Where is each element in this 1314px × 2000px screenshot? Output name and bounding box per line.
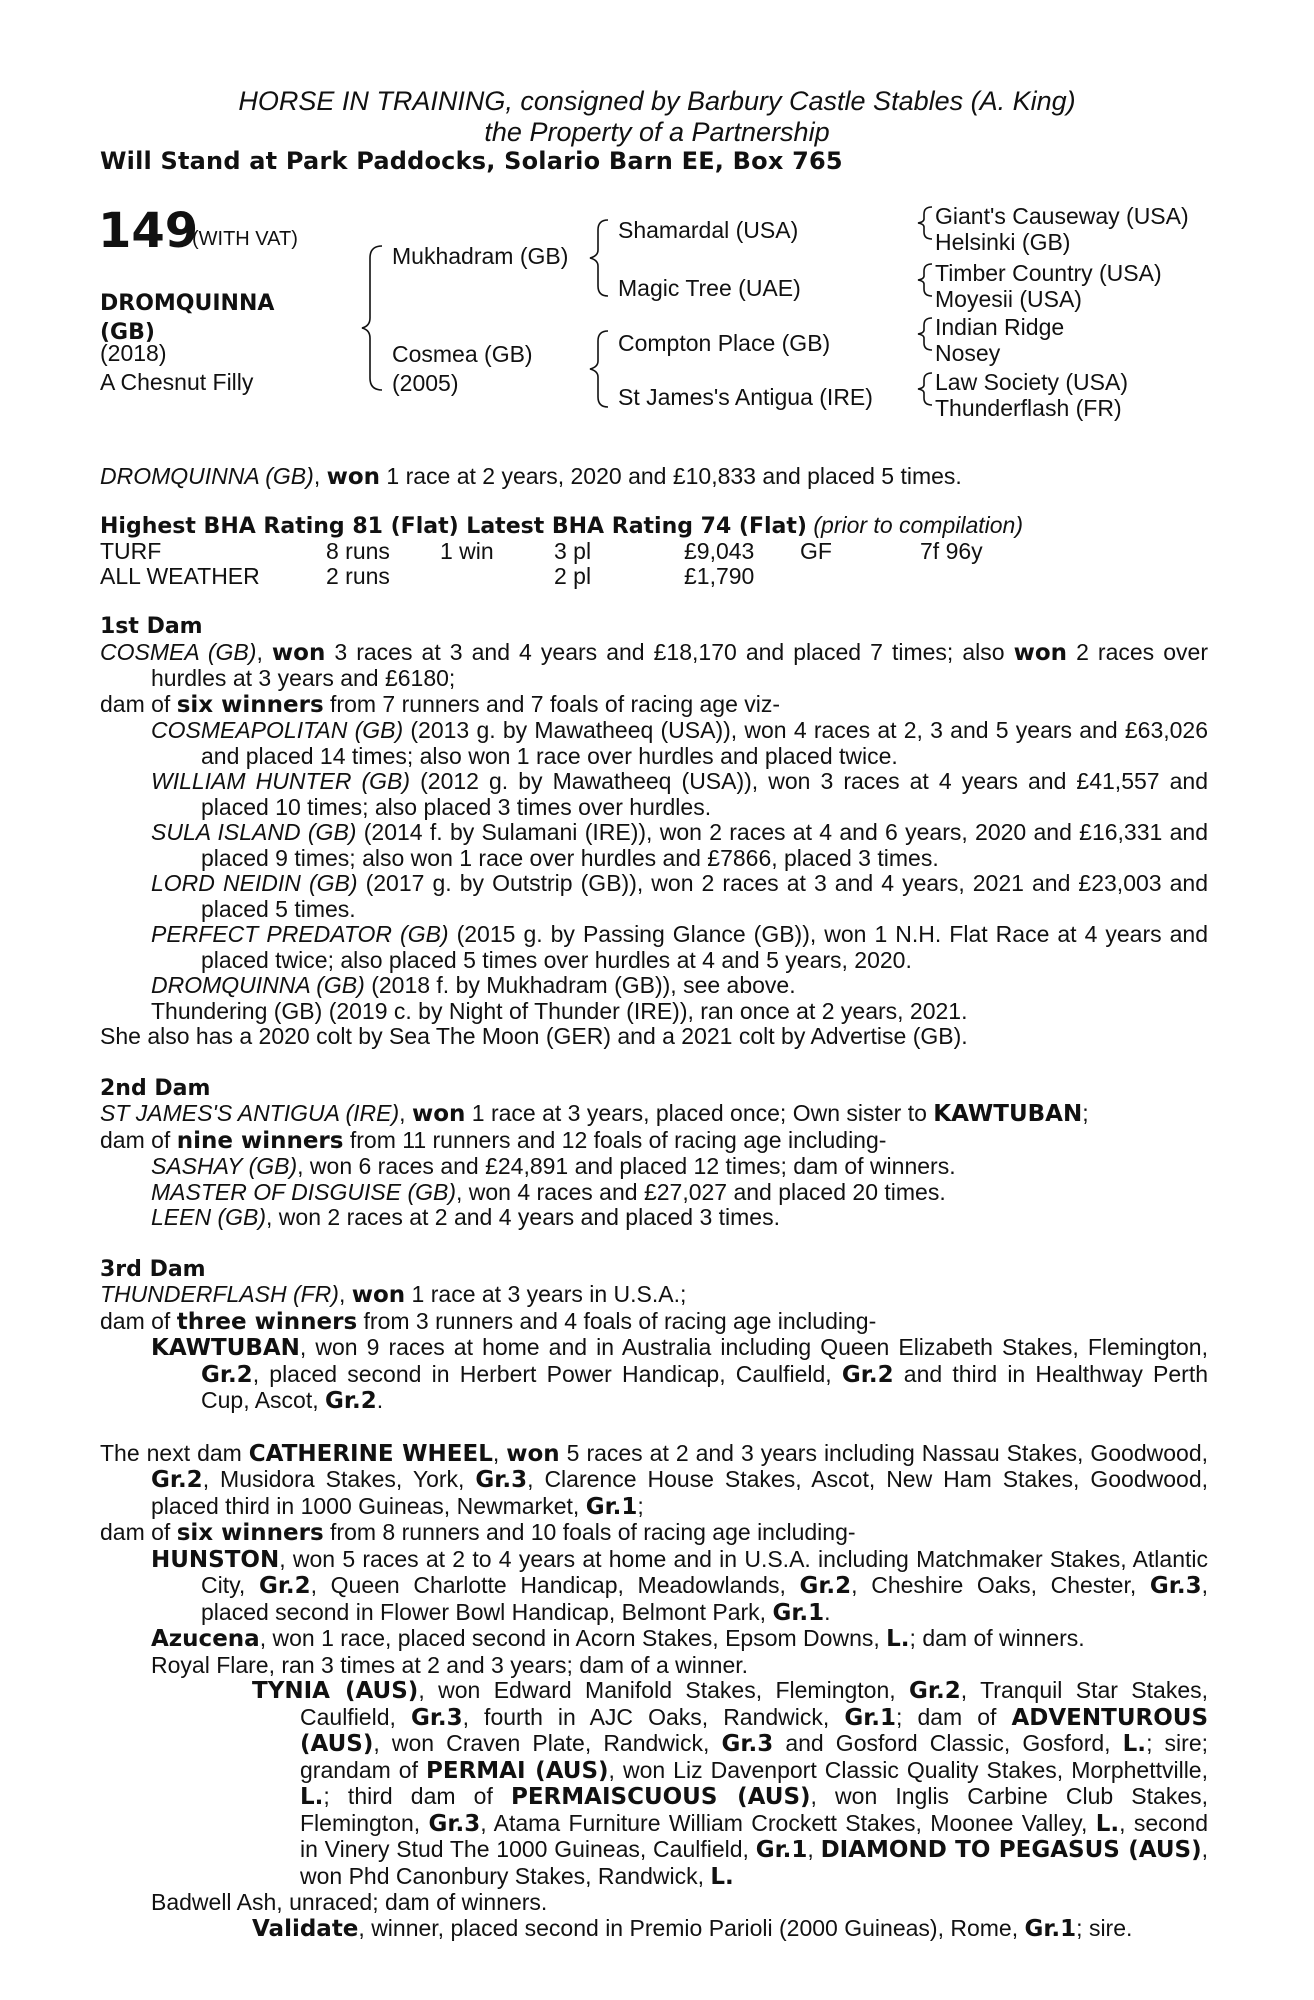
produce-text: ; dam of winners. [909,1625,1085,1651]
dam2-produce-intro [100,1128,1208,1155]
produce-name: TYNIA (AUS) [252,1678,419,1704]
pedigree-dam-sire: Compton Place (GB) [618,330,831,356]
produce-text: , [807,1836,821,1862]
produce-text: , won 9 races at home and in Australia including Queen Elizabeth Stakes, Flemington, [299,1334,1208,1360]
header-property: the Property of a Partnership [484,117,830,147]
produce-text: . [824,1598,831,1625]
grade: Gr.3 [1149,1573,1202,1599]
produce-name: PERMAISCUOUS (AUS) [510,1784,811,1810]
grade: Gr.2 [201,1361,253,1388]
header-consignor: HORSE IN TRAINING, consigned by Barbury Castle Stables (A. King) [238,86,1076,116]
produce-text: , won 1 race, placed second in Acorn Stakes, Epsom Downs, [259,1625,887,1651]
grade: Gr.3 [721,1731,774,1757]
produce-text: (2012 g. by Mawatheeq (USA)), won 3 races at 4 years and £41,557 and placed 10 times; also placed 3 times over hurdles. [201,768,1208,820]
dam2-dam-of: dam of [100,1126,177,1153]
produce-text: , won 2 races at 2 and 4 years and placed 3 times. [266,1204,780,1230]
produce-name: SULA ISLAND (GB) [151,819,357,845]
dam1-produce-2 [100,769,1208,820]
separator: , [492,1439,507,1466]
dam2-name: ST JAMES'S ANTIGUA (IRE) [100,1100,400,1126]
pedigree-dam-year: (2005) [392,370,459,396]
produce-name: Azucena [151,1626,260,1652]
grade: L. [886,1626,910,1652]
grade: Gr.2 [799,1573,852,1599]
grade: L. [710,1863,734,1890]
produce-text: , second in Vinery Stud The 1000 Guineas, Caulfield, [300,1809,1209,1862]
dam2-text: 1 race at 3 years, placed once; Own sister to [465,1100,934,1126]
race-summary: DROMQUINNA (GB), won 1 race at 2 years, 2020 and £10,833 and placed 5 times. [100,463,962,490]
dam1-text: 3 races at 3 and 4 years and £18,170 and placed 7 times; also [325,638,1014,665]
brace-dam [590,331,608,407]
grade: Gr.2 [841,1361,894,1388]
produce-text: , won Edward Manifold Stakes, Flemington, [418,1677,910,1703]
dam3-won: won [351,1282,406,1308]
pedigree-dam-dam: St James's Antigua (IRE) [618,384,873,410]
next-dam-dam-of: dam of [100,1519,177,1545]
brace-sire [590,220,608,296]
dam3-dam-of: dam of [100,1307,177,1334]
grade: Gr.3 [475,1467,528,1493]
next-dam-name: CATHERINE WHEEL [248,1440,493,1467]
next-dam-produce-royal-flare: Royal Flare, ran 3 times at 2 and 3 years; dam of a winner. [151,1651,749,1678]
record-wins: 1 win [440,538,494,564]
pedigree-g2: Helsinki (GB) [935,229,1071,255]
produce-text: ; third dam of [323,1783,511,1809]
pedigree-g7: Law Society (USA) [935,369,1129,395]
dam2-winners: nine winners [176,1127,344,1154]
produce-text: , won 6 races and £24,891 and placed 12 times; dam of winners. [297,1153,956,1179]
brace-g34 [918,264,932,296]
pedigree-g1: Giant's Causeway (USA) [935,203,1189,229]
dam1-produce-4 [100,871,1208,922]
dam2-record: ST JAMES'S ANTIGUA (IRE), won 1 race at 3 years, placed once; Own sister to KAWTUBAN; [100,1100,1089,1127]
dam1-name: COSMEA (GB) [100,638,257,665]
dam1-produce-5 [100,922,1208,973]
next-dam-text: 5 races at 2 and 3 years including Nassau Stakes, Goodwood, [559,1439,1208,1466]
produce-name: Validate [252,1915,359,1942]
dam3-winners: three winners [176,1308,358,1335]
horse-name-line1: DROMQUINNA [100,291,275,316]
pedigree-sire: Mukhadram (GB) [392,243,569,269]
produce-name: WILLIAM HUNTER (GB) [151,768,411,794]
produce-text: , won 5 races at 2 to 4 years at home and in U.S.A. including Matchmaker Stakes, Atlantic City, [201,1545,1208,1598]
next-dam-produce-intro [100,1520,1208,1547]
produce-text: , won Phd Canonbury Stakes, Randwick, [300,1836,1208,1889]
dam1-produce-1 [100,718,1208,769]
produce-text: (2018 f. by Mukhadram (GB)), see above. [364,972,796,998]
next-dam-runners: from 8 runners and 10 foals of racing age including- [323,1519,856,1545]
produce-name: ADVENTUROUS (AUS) [300,1704,1209,1757]
grade: Gr.2 [151,1467,203,1493]
dam1-winners: six winners [176,691,324,718]
record-surface: ALL WEATHER [100,563,260,589]
pedigree-g5: Indian Ridge [935,314,1065,340]
grade: Gr.1 [755,1837,808,1863]
record-runs: 8 runs [326,538,390,564]
next-dam-text: ; [637,1492,644,1519]
grade: Gr.1 [844,1704,897,1731]
produce-name: COSMEAPOLITAN (GB) [151,717,404,743]
record-runs: 2 runs [326,563,390,589]
dam1-record: COSMEA (GB), won 3 races at 3 and 4 years and £18,170 and placed 7 times; also won 2 races over hurdles at 3 years and £6180; [100,638,1208,691]
produce-name: HUNSTON [151,1546,280,1573]
next-dam-text: , Musidora Stakes, York, [202,1466,476,1492]
produce-text: and Gosford Classic, Gosford, [773,1730,1123,1756]
produce-text: , fourth in AJC Oaks, Randwick, [462,1703,845,1730]
produce-text: , Queen Charlotte Handicap, Meadowlands, [310,1572,800,1598]
dam2-produce-3 [100,1205,1208,1231]
grade: Gr.2 [258,1573,311,1599]
header-stand: Will Stand at Park Paddocks, Solario Barn EE, Box 765 [100,147,843,175]
dam3-record: THUNDERFLASH (FR), won 1 race at 3 years in U.S.A.; [100,1281,687,1308]
pedigree-sire-dam: Magic Tree (UAE) [618,275,801,301]
pedigree-g6: Nosey [935,340,1001,366]
produce-text: , won Inglis Carbine Club Stakes, Flemington, [300,1783,1208,1836]
produce-name: PERMAI (AUS) [426,1757,609,1784]
bha-ratings-note: (prior to compilation) [813,512,1024,538]
produce-text: , won 4 races and £27,027 and placed 20 times. [456,1178,946,1205]
dam3-text: 1 race at 3 years in U.S.A.; [405,1281,687,1307]
brace-g56 [918,318,932,350]
grade: L. [300,1784,324,1810]
grade: L. [1095,1810,1120,1837]
horse-description: A Chesnut Filly [100,369,254,395]
produce-text: , Tranquil Star Stakes, Caulfield, [300,1677,1209,1730]
produce-name: DIAMOND TO PEGASUS (AUS) [820,1837,1202,1863]
produce-text: , won Liz Davenport Classic Quality Stakes, Morphettville, [608,1756,1208,1783]
next-dam-won: won [506,1440,560,1467]
next-dam-produce-hunston [100,1547,1208,1627]
dam2-heading: 2nd Dam [100,1075,211,1101]
grade: Gr.3 [428,1810,481,1837]
record-surface: TURF [100,538,162,564]
pedigree-g4: Moyesii (USA) [935,286,1082,312]
record-placed: 3 pl [554,538,592,564]
dam1-produce-7: Thundering (GB) (2019 c. by Night of Thunder (IRE)), ran once at 2 years, 2021. [151,997,968,1024]
grade: Gr.2 [325,1388,377,1414]
produce-name: MASTER OF DISGUISE (GB) [151,1178,456,1205]
dam2-runners: from 11 runners and 12 foals of racing age including- [343,1126,887,1153]
brace-g78 [918,373,932,405]
dam1-produce-intro [100,692,1208,719]
produce-text: (2014 f. by Sulamani (IRE)), won 2 races at 4 and 6 years, 2020 and £16,331 and placed 9 times; also won 1 race over hurdles and £7866, placed 3 times. [201,819,1208,871]
next-dam-winners: six winners [176,1520,324,1546]
grade: L. [1122,1731,1147,1757]
pedigree-dam: Cosmea (GB) [392,341,533,367]
produce-name: LORD NEIDIN (GB) [151,870,358,896]
summary-won: won [326,464,381,490]
produce-name: KAWTUBAN [151,1335,300,1361]
pedigree-g3: Timber Country (USA) [935,260,1162,286]
dam1-won: won [271,639,326,666]
grade: Gr.3 [410,1704,463,1731]
record-placed: 2 pl [554,563,592,589]
record-prize: £1,790 [684,563,755,589]
produce-text: , placed second in Flower Bowl Handicap, Belmont Park, [201,1572,1208,1625]
record-distance: 7f 96y [920,538,983,564]
dam1-runners: from 7 runners and 7 foals of racing age viz- [323,690,781,717]
dam1-dam-of: dam of [100,690,177,717]
produce-text: , winner, placed second in Premio Parioli (2000 Guineas), Rome, [358,1914,1025,1941]
dam1-text-hurdles: 2 races over hurdles at 3 years and £6180; [151,638,1208,691]
produce-text: and third in Healthway Perth Cup, Ascot, [201,1360,1208,1413]
produce-name: PERFECT PREDATOR (GB) [151,921,449,947]
dam2-sister: KAWTUBAN [933,1101,1083,1127]
summary-name: DROMQUINNA (GB) [100,463,314,489]
produce-text: , Atama Furniture William Crockett Stakes, Moonee Valley, [480,1809,1096,1836]
record-prize: £9,043 [684,538,755,564]
grade: Gr.2 [909,1678,961,1704]
brace-g12 [918,207,932,239]
vat-note: (WITH VAT) [192,228,298,250]
summary-rest: 1 race at 2 years, 2020 and £10,833 and placed 5 times. [380,463,962,489]
produce-text: ; sire; grandam of [300,1730,1209,1783]
dam3-heading: 3rd Dam [100,1256,206,1282]
pedigree-g8: Thunderflash (FR) [935,395,1122,421]
grade: Gr.1 [585,1493,638,1520]
record-going: GF [800,538,832,564]
produce-text: (2015 g. by Passing Glance (GB)), won 1 N.H. Flat Race at 4 years and placed twice; also placed 5 times over hurdles at 4 and 5 years, 2020. [201,921,1208,973]
dam1-produce-3 [100,820,1208,871]
grade: Gr.1 [1024,1915,1077,1942]
produce-text: ; dam of [896,1703,1012,1730]
produce-name: SASHAY (GB) [151,1153,298,1179]
dam2-won: won [411,1101,466,1127]
brace-gen1 [362,246,382,390]
produce-name: LEEN (GB) [151,1204,267,1230]
next-dam-produce-azucena [100,1626,1208,1653]
produce-text: (2013 g. by Mawatheeq (USA)), won 4 races at 2, 3 and 5 years and £63,026 and placed 14 times; also won 1 race over hurdles and placed twice. [201,717,1208,769]
next-dam-intro: The next dam [100,1439,249,1466]
dam3-produce-1 [100,1335,1208,1415]
dam3-name: THUNDERFLASH (FR) [100,1281,339,1307]
dam1-also: She also has a 2020 colt by Sea The Moon (GER) and a 2021 colt by Advertise (GB). [100,1023,968,1049]
dam2-produce-2 [100,1180,1208,1206]
dam3-runners: from 3 runners and 4 foals of racing age including- [357,1307,877,1334]
dam2-produce-1 [100,1154,1208,1180]
produce-text: ; sire. [1076,1914,1133,1941]
next-dam-produce-badwell-ash: Badwell Ash, unraced; dam of winners. [151,1889,548,1915]
horse-year: (2018) [100,340,167,366]
produce-text: , won Craven Plate, Randwick, [373,1730,722,1756]
dam1-produce-6 [100,973,1208,999]
dam-pedigree-body [100,614,1208,1942]
lot-number: 149 [98,203,199,259]
bha-ratings [100,512,1023,539]
produce-text: (2017 g. by Outstrip (GB)), won 2 races at 3 and 4 years, 2021 and £23,003 and placed 5 times. [201,870,1209,922]
bha-ratings-text: Highest BHA Rating 81 (Flat) Latest BHA Rating 74 (Flat) [100,514,807,539]
dam3-produce-intro [100,1309,1208,1336]
next-dam-text: , Clarence House Stakes, Ascot, New Ham Stakes, Goodwood, placed third in 1000 Guineas, Newmarket, [151,1466,1209,1519]
pedigree-sire-sire: Shamardal (USA) [618,217,799,243]
dam1-heading: 1st Dam [100,614,203,639]
next-dam-record [100,1441,1208,1521]
next-dam-produce-tynia [100,1678,1208,1890]
dam2-semicolon: ; [1082,1100,1089,1126]
produce-text: . [376,1387,384,1413]
next-dam-produce-validate [100,1916,1208,1943]
grade: Gr.1 [772,1599,825,1626]
horse-name-line2: (GB) [100,320,155,345]
produce-text: , placed second in Herbert Power Handicap, Caulfield, [252,1360,842,1387]
produce-name: DROMQUINNA (GB) [151,972,365,998]
produce-text: , Cheshire Oaks, Chester, [851,1572,1150,1598]
dam1-won-hurdles: won [1013,639,1068,666]
